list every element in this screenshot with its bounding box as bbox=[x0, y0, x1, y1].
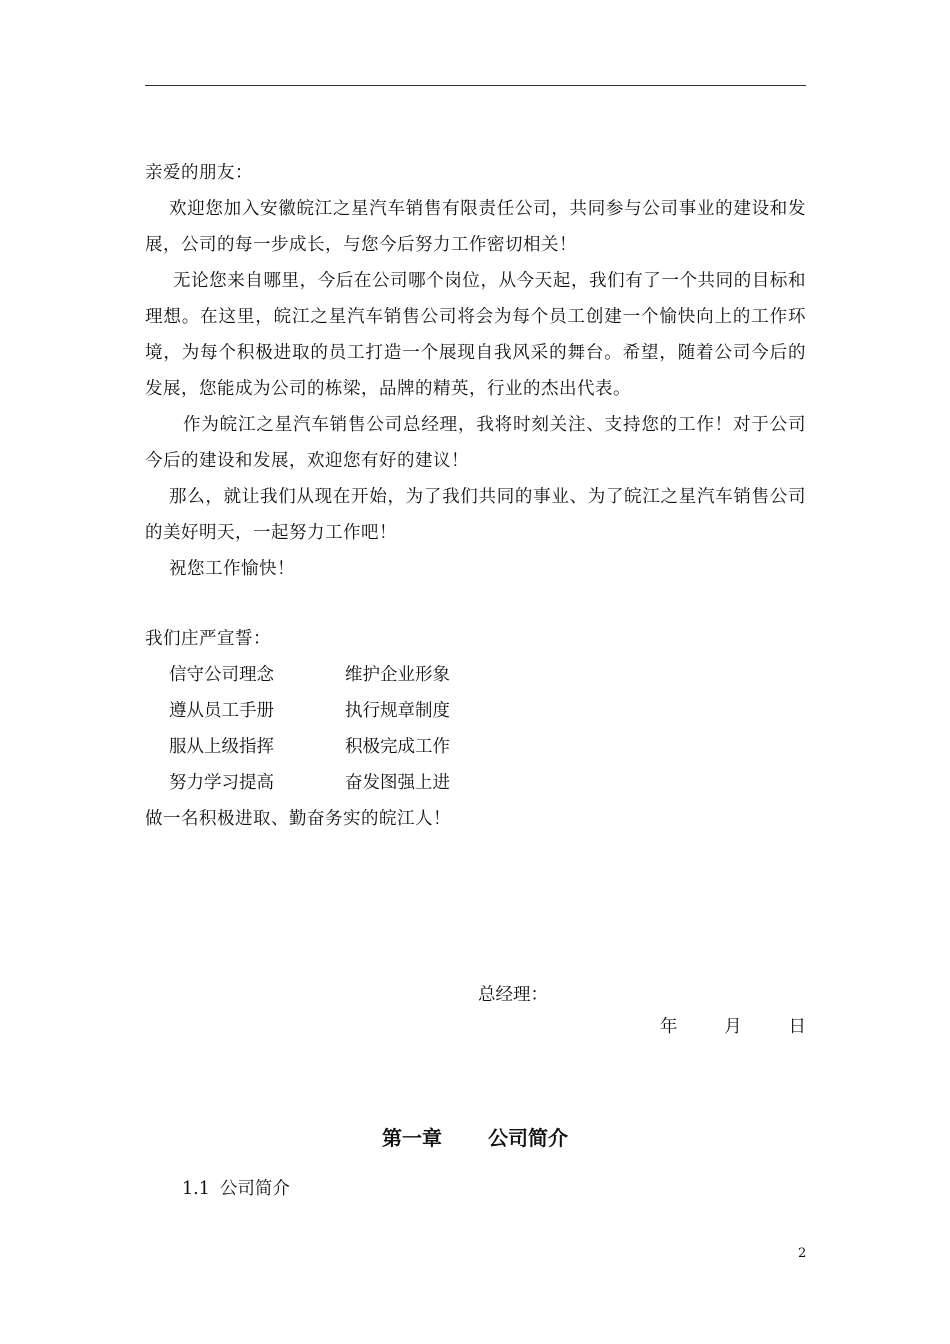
letter-greeting: 亲爱的朋友： bbox=[145, 163, 253, 183]
section-title: 公司简介 bbox=[219, 1179, 290, 1199]
pledge-item: 努力学习提高 bbox=[169, 773, 274, 793]
pledge-closing: 做一名积极进取、勤奋务实的皖江人！ bbox=[145, 809, 451, 829]
date-day: 日 bbox=[788, 1017, 806, 1037]
pledge-item: 积极完成工作 bbox=[345, 737, 450, 757]
pledge-row bbox=[145, 657, 806, 693]
pledge-item: 奋发图强上进 bbox=[345, 773, 450, 793]
pledge-item: 服从上级指挥 bbox=[169, 737, 274, 757]
signature-date bbox=[660, 1012, 806, 1042]
pledge-intro: 我们庄严宣誓： bbox=[145, 629, 271, 649]
pledge-row bbox=[145, 765, 806, 801]
letter-paragraph: 祝您工作愉快！ bbox=[169, 559, 295, 579]
section-number: 1.1 bbox=[182, 1179, 210, 1199]
spacer bbox=[145, 587, 806, 621]
pledge-item: 执行规章制度 bbox=[345, 701, 450, 721]
chapter-title: 公司简介 bbox=[488, 1126, 568, 1150]
pledge-item: 信守公司理念 bbox=[169, 665, 274, 685]
pledge-item: 遵从员工手册 bbox=[169, 701, 274, 721]
pledge-item: 维护企业形象 bbox=[345, 665, 450, 685]
pledge-row bbox=[145, 693, 806, 729]
section-heading bbox=[182, 1174, 290, 1204]
letter-paragraph: 那么，就让我们从现在开始，为了我们共同的事业、为了皖江之星汽车销售公司的美好明天，一起努力工作吧！ bbox=[145, 487, 806, 543]
letter-paragraph: 无论您来自哪里，今后在公司哪个岗位，从今天起，我们有了一个共同的目标和理想。在这里，皖江之星汽车销售公司将会为每个员工创建一个愉快向上的工作环境，为每个积极进取的员工打造一个展现自我风采的舞台。希望，随着公司今后的发展，您能成为公司的栋梁，品牌的精英，行业的杰出代表。 bbox=[145, 271, 806, 399]
header-rule bbox=[145, 85, 806, 86]
signature-label: 总经理： bbox=[478, 985, 548, 1005]
letter-paragraph: 欢迎您加入安徽皖江之星汽车销售有限责任公司，共同参与公司事业的建设和发展，公司的每一步成长，与您今后努力工作密切相关！ bbox=[145, 199, 806, 255]
chapter-number: 第一章 bbox=[382, 1126, 442, 1150]
letter-body bbox=[145, 155, 806, 837]
date-month: 月 bbox=[724, 1017, 742, 1037]
date-year: 年 bbox=[660, 1017, 678, 1037]
pledge-row bbox=[145, 729, 806, 765]
page-number: 2 bbox=[798, 1246, 807, 1261]
chapter-heading bbox=[0, 1122, 950, 1154]
letter-paragraph: 作为皖江之星汽车销售公司总经理，我将时刻关注、支持您的工作！对于公司今后的建设和发展，欢迎您有好的建议！ bbox=[145, 415, 806, 471]
